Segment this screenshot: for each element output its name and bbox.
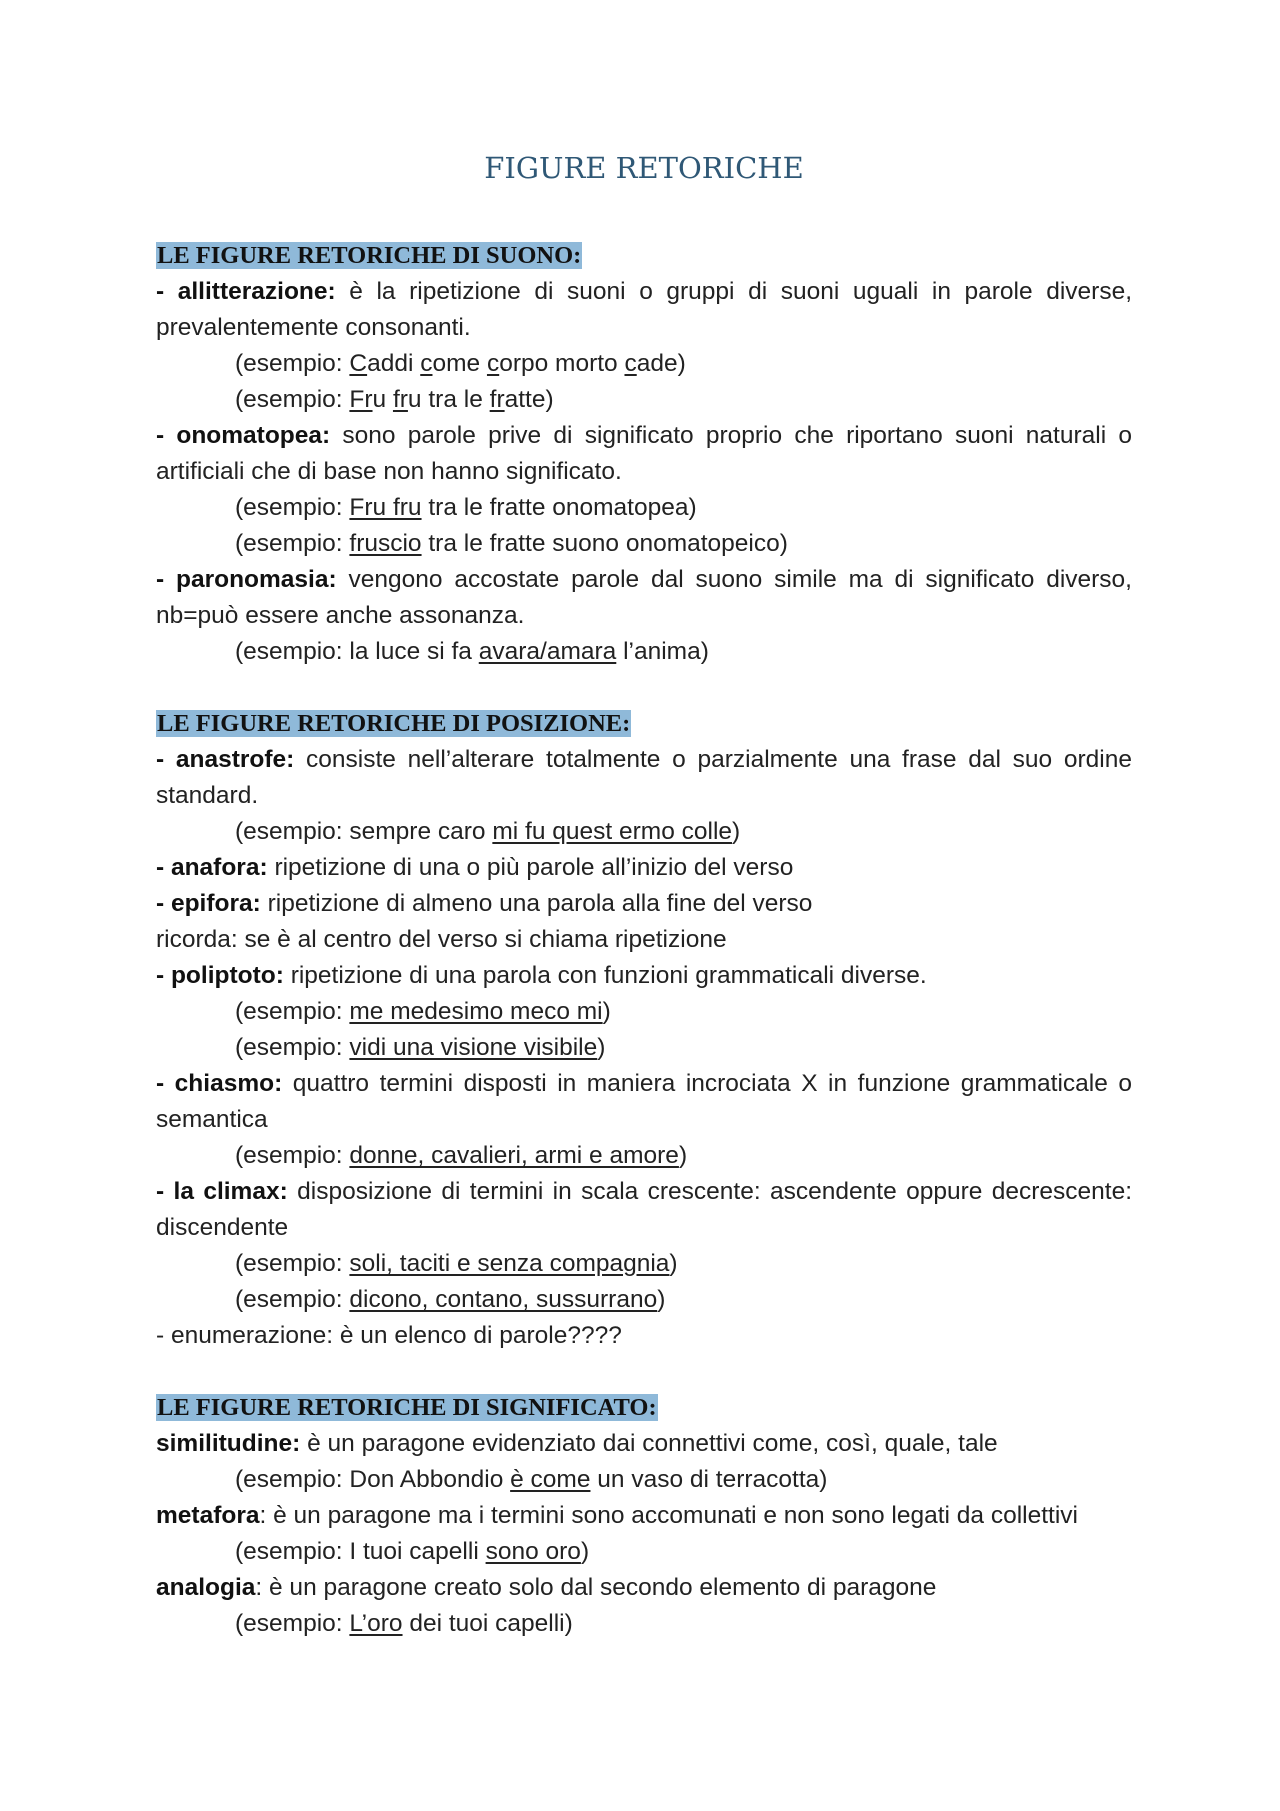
section-significato <box>156 1390 1132 1642</box>
page-title: FIGURE RETORICHE <box>484 151 804 185</box>
example: (esempio: soli, taciti e senza compagnia) <box>235 1250 678 1277</box>
definition: disposizione di termini in scala crescente: ascendente oppure decrescente: discendente <box>156 1178 1133 1241</box>
term: - chiasmo: <box>156 1070 283 1097</box>
example: (esempio: donne, cavalieri, armi e amore) <box>235 1142 688 1169</box>
entry-metafora <box>156 1498 1132 1534</box>
term: - poliptoto: <box>156 962 284 989</box>
term: - onomatopea: <box>156 422 331 449</box>
entry-paronomasia <box>156 562 1132 634</box>
term: - epifora: <box>156 890 261 917</box>
term: - paronomasia: <box>156 566 337 593</box>
definition: vengono accostate parole dal suono simile ma di significato diverso, nb=può essere anche assonanza. <box>156 566 1132 629</box>
section-suono <box>156 238 1132 670</box>
section-posizione <box>156 706 1132 1354</box>
example: (esempio: fruscio tra le fratte suono onomatopeico) <box>235 530 788 557</box>
entry-similitudine <box>156 1426 1132 1462</box>
section-heading: LE FIGURE RETORICHE DI SIGNIFICATO: <box>157 1394 657 1421</box>
example: (esempio: Don Abbondio è come un vaso di terracotta) <box>235 1466 828 1493</box>
definition: sono parole prive di significato proprio che riportano suoni naturali o artificiali che di base non hanno significato. <box>156 422 1132 485</box>
example: (esempio: I tuoi capelli sono oro) <box>235 1538 590 1565</box>
term: metafora <box>156 1502 260 1529</box>
entry-analogia <box>156 1570 1132 1606</box>
definition: consiste nell’alterare totalmente o parzialmente una frase dal suo ordine standard. <box>156 746 1132 809</box>
definition: è un paragone evidenziato dai connettivi come, così, quale, tale <box>300 1430 998 1457</box>
term: - la climax: <box>156 1178 288 1205</box>
term: similitudine: <box>156 1430 301 1457</box>
term: - anafora: <box>156 854 268 881</box>
entry-anastrofe <box>156 742 1132 814</box>
definition: ripetizione di una parola con funzioni grammaticali diverse. <box>283 962 927 989</box>
example: (esempio: L’oro dei tuoi capelli) <box>235 1610 573 1637</box>
example: (esempio: me medesimo meco mi) <box>235 998 611 1025</box>
section-heading: LE FIGURE RETORICHE DI SUONO: <box>157 242 582 269</box>
entry-anafora <box>156 850 1132 886</box>
term: - allitterazione: <box>156 278 336 305</box>
entry-epifora <box>156 886 1132 922</box>
example: (esempio: Fru fru tra le fratte) <box>235 386 554 413</box>
entry-poliptoto <box>156 958 1132 994</box>
example: (esempio: Fru fru tra le fratte onomatopea) <box>235 494 697 521</box>
section-heading: LE FIGURE RETORICHE DI POSIZIONE: <box>157 710 631 737</box>
entry-onomatopea <box>156 418 1132 490</box>
document-page <box>156 150 1132 1678</box>
entry-chiasmo <box>156 1066 1132 1138</box>
example: (esempio: vidi una visione visibile) <box>235 1034 606 1061</box>
definition: : è un paragone ma i termini sono accomunati e non sono legati da collettivi <box>259 1502 1078 1529</box>
entry-enumerazione: - enumerazione: è un elenco di parole???? <box>156 1322 622 1349</box>
definition: ripetizione di una o più parole all’inizio del verso <box>267 854 794 881</box>
example: (esempio: sempre caro mi fu quest ermo colle) <box>235 818 741 845</box>
example: (esempio: dicono, contano, sussurrano) <box>235 1286 666 1313</box>
example: (esempio: la luce si fa avara/amara l’anima) <box>235 638 709 665</box>
example: (esempio: Caddi come corpo morto cade) <box>235 350 686 377</box>
entry-allitterazione <box>156 274 1132 346</box>
definition: è la ripetizione di suoni o gruppi di suoni uguali in parole diverse, prevalentemente consonanti. <box>156 278 1132 341</box>
definition: quattro termini disposti in maniera incrociata X in funzione grammaticale o semantica <box>156 1070 1132 1133</box>
term: - anastrofe: <box>156 746 295 773</box>
definition: : è un paragone creato solo dal secondo elemento di paragone <box>255 1574 937 1601</box>
entry-climax <box>156 1174 1132 1246</box>
note-ricorda: ricorda: se è al centro del verso si chiama ripetizione <box>156 926 727 953</box>
definition: ripetizione di almeno una parola alla fine del verso <box>260 890 813 917</box>
term: analogia <box>156 1574 256 1601</box>
